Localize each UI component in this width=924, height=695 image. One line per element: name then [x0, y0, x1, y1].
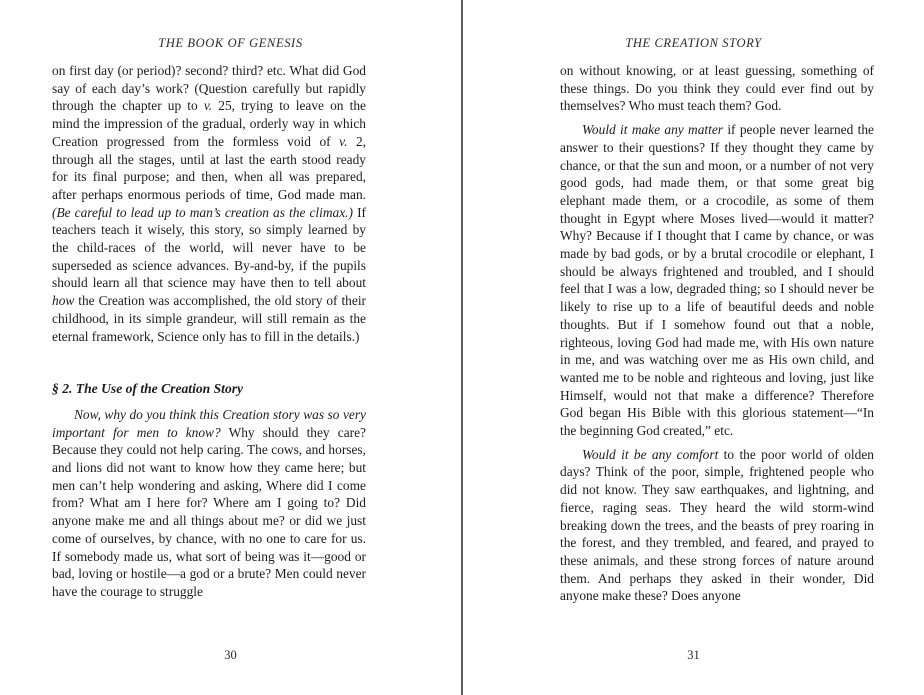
right-paragraph-2: Would it make any matter if people never learned the answer to their questions? If they thought they came by chance, or that the sun and moon, or a number of not very good gods, had made them, or that some great big elephant made them, or a crocodile, as some of them thought in Egypt where Moses lived—would it matter? Why? Because if I thought that I came by chance, or was made by bad gods, or by a brutal crocodile or elephant, I should be always frightened and troubled, and I should feel that I was a low, degraded thing; so I should never be likely to rise up to a life of beautiful deeds and noble thoughts. But if I somehow found out that a noble, righteous, loving God had made me, with His own nature in me, and was watching over me as His own child, and wanted me to be noble and righteous and loving, just like Himself, would not that make a difference? Therefore God began His Bible with this glorious statement—“In the beginning God created,” etc.: [560, 122, 875, 439]
running-head-left: THE BOOK OF GENESIS: [158, 36, 303, 50]
right-page: [463, 0, 924, 695]
page-number-right: 31: [687, 648, 700, 662]
running-head-right: THE CREATION STORY: [625, 36, 762, 50]
right-paragraph-3: Would it be any comfort to the poor world of olden days? Think of the poor, simple, frightened people who did not know. They saw earthquakes, and lightning, and fierce, raging seas. They heard the wild storm-wind breaking down the trees, and the beasts of prey roaring in the forest, and they trembled, and feared, and prayed to these animals, and these strong forces of nature around them. And perhaps they asked in their wonder, Did anyone make these? Does anyone: [560, 446, 874, 604]
page-number-left: 30: [224, 648, 237, 662]
left-page-text: [52, 62, 366, 601]
section-heading: § 2. The Use of the Creation Story: [52, 381, 244, 397]
left-page: [0, 0, 461, 695]
right-page-text: [560, 62, 874, 605]
left-paragraph-1: on first day (or period)? second? third? etc. What did God say of each day’s work? (Question carefully but rapidly through the chapter up to v. 25, trying to leave on the mind the impression of the gradual, orderly way in which Creation progressed from the formless void of v. 2, through all the stages, until at last the earth stood ready for its final purpose; and then, when all was prepared, after perhaps enormous periods of time, God made man. (Be careful to lead up to man’s creation as the climax.) If teachers teach it wisely, this story, so simply learned by the child-races of the world, will never have to be superseded as science advances. By-and-by, if the pupils should learn all that science may have then to tell about how the Creation was accomplished, the old story of their childhood, in its simple grandeur, will still remain as the eternal framework, Science only has to fill in the details.): [52, 63, 367, 344]
right-paragraph-1: on without knowing, or at least guessing, something of these things. Do you think they could ever find out by themselves? Who must teach them? God.: [560, 63, 874, 114]
left-paragraph-2: Now, why do you think this Creation story was so very important for men to know? Why should they care? Because they could not help caring. The cows, and horses, and lions did not want to know how they came here; but men can’t help wondering and asking, Where did I come from? What am I here for? Where am I going to? Did anyone make me and all things about me? or did we just come of ourselves, by chance, with no one to care for us. If somebody made us, what sort of being was it—good or bad, loving or hostile—a god or a brute? Men could never have the courage to struggle: [52, 406, 366, 599]
